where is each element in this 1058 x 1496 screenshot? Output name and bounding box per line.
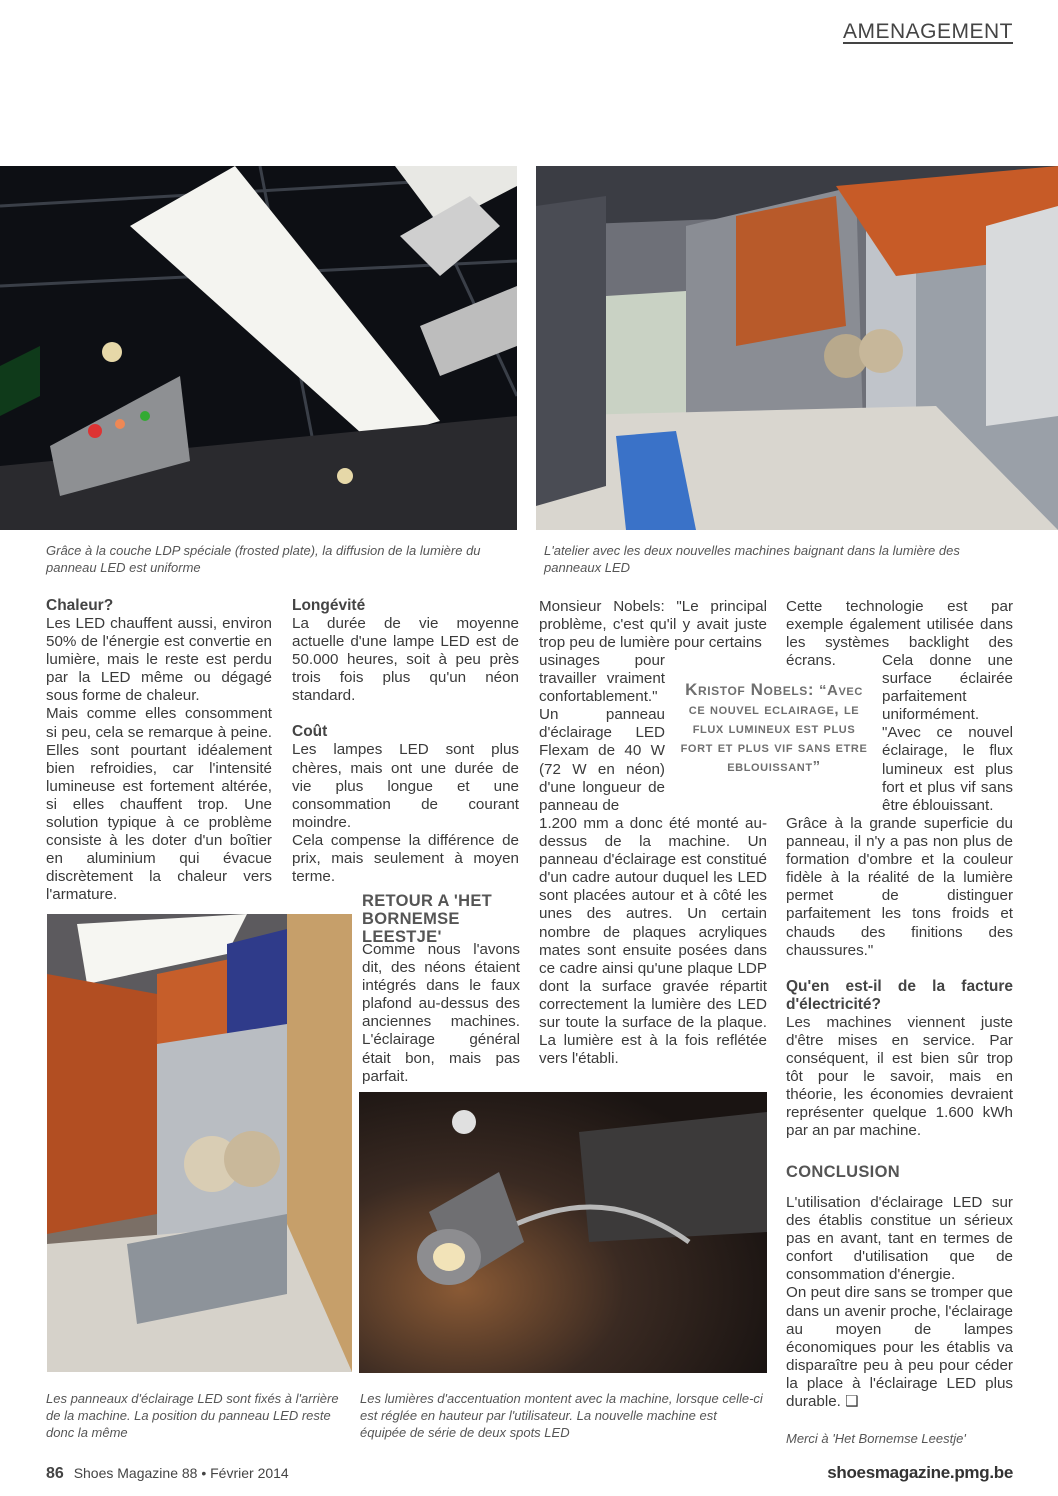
paragraph: Les LED chauffent aussi, environ 50% de l'énergie est convertie en lumière, mais le reste est perdu par la LED même ou dégagé sous forme de chaleur. xyxy=(46,615,272,705)
paragraph: 1.200 mm a donc été monté au-dessus de la machine. Un panneau d'éclairage est constitué d'un cadre autour duquel les LED sont placées autour et à côté les unes des autres. Un certain nombre de plaques acryliques mates sont ensuite posées dans ce cadre ainsi qu'une plaque LDP dont la surface gravée répartit correctement la lumière des LED sur toute la surface de la plaque. La lumière est à la fois reflétée vers l'établi. xyxy=(539,815,767,1068)
paragraph: "Avec ce nouvel éclairage, le flux lumineux est plus fort et plus vif sans être éblouissant. xyxy=(882,724,1013,814)
paragraph: L'utilisation d'éclairage LED sur des établis constitue un sérieux pas en avant, tant en termes de confort d'utilisation que de consommation d'énergie. xyxy=(786,1194,1013,1284)
text-column-4c xyxy=(786,815,1013,1140)
text-column-3c xyxy=(539,815,767,1068)
paragraph: La durée de vie moyenne actuelle d'une lampe LED est de 50.000 heures, soit à peu près trois fois plus qu'un néon standard. xyxy=(292,615,519,705)
section-title: AMENAGEMENT xyxy=(842,20,1013,43)
paragraph: usinages pour travailler vraiment confortablement." xyxy=(539,652,665,706)
photo-caption: Grâce à la couche LDP spéciale (frosted plate), la diffusion de la lumière du panneau LED est uniforme xyxy=(46,543,481,575)
quote-author: Kristof Nobels: xyxy=(685,680,815,699)
paragraph: Grâce à la grande superficie du panneau, il n'y a pas non plus de formation d'ombre et la couleur fidèle à la réalité de la lumière permet de distinguer parfaitement les tons froids et chauds des finitions des chaussures." xyxy=(786,815,1013,959)
text-column-4b xyxy=(882,652,1013,815)
paragraph: Un panneau d'éclairage LED Flexam de 40 W (72 W en néon) d'une longueur de panneau de xyxy=(539,706,665,814)
paragraph: Monsieur Nobels: "Le principal problème, c'est qu'il y avait juste trop peu de lumière pour certains xyxy=(539,598,767,652)
paragraph: Les lampes LED sont plus chères, mais ont une durée de vie plus longue et une consommation de courant moindre. xyxy=(292,741,519,831)
section-heading: RETOUR A 'HET BORNEMSE LEESTJE' xyxy=(362,892,493,946)
paragraph: Cela compense la différence de prix, mais seulement à moyen terme. xyxy=(292,831,519,886)
section-heading: CONCLUSION xyxy=(786,1163,900,1181)
page-number: 86 xyxy=(46,1465,64,1482)
photo-caption: Les lumières d'accentuation montent avec la machine, lorsque celle-ci est réglée en hauteur par l'utilisateur. La nouvelle machine est équipée de série de deux spots LED xyxy=(360,1391,763,1440)
paragraph: Les machines viennent juste d'être mises en service. Par conséquent, il est bien sûr trop tôt pour le savoir, mais en théorie, les économies devraient représenter quelque 1.600 kWh par an par machine. xyxy=(786,1013,1013,1140)
text-column-3b xyxy=(539,652,665,815)
text-column-4d xyxy=(786,1194,1013,1411)
end-mark-icon: ❑ xyxy=(845,1393,859,1411)
text-column-2b xyxy=(362,941,520,1086)
paragraph: Mais comme elles consomment si peu, cela se remarque à peine. Elles sont pourtant idéalement bien refroidies, car l'intensité lumineuse est fortement altérée, si elles chauffent trop. Une solution typique à ce problème consiste à les doter d'un boîtier en aluminium qui évacue discrètement la chaleur vers l'armature. xyxy=(46,705,272,904)
website-link[interactable]: shoesmagazine.pmg.be xyxy=(827,1463,1013,1482)
section-heading: Chaleur? xyxy=(46,597,114,614)
photo-caption: L'atelier avec les deux nouvelles machines baignant dans la lumière des panneaux LED xyxy=(544,543,960,575)
text-column-2 xyxy=(292,597,519,886)
paragraph: Cela donne une surface éclairée parfaitement uniformément. xyxy=(882,652,1013,724)
paragraph xyxy=(786,1284,1013,1411)
paragraph: Comme nous l'avons dit, des néons étaient intégrés dans le faux plafond au-dessus des anciennes machines. L'éclairage général était bon, mais pas parfait. xyxy=(362,941,520,1085)
text-column-1 xyxy=(46,597,272,905)
workshop-aisle-photo xyxy=(536,166,1058,530)
paragraph: Cette technologie est par exemple également utilisée dans les systèmes backlight des écrans. xyxy=(786,598,1013,670)
section-heading: Longévité xyxy=(292,597,366,614)
thanks-note: Merci à 'Het Bornemse Leestje' xyxy=(786,1431,966,1446)
quote-text: “Avec ce nouvel eclairage, le flux lumineux est plus fort et plus vif sans etre eblouissant” xyxy=(680,682,868,775)
photo-caption: Les panneaux d'éclairage LED sont fixés à l'arrière de la machine. La position du panneau LED reste donc la même xyxy=(46,1391,339,1440)
machine-with-led-panel-photo xyxy=(47,914,352,1372)
pull-quote xyxy=(680,680,868,776)
section-heading: Qu'en est-il de la facture d'électricité? xyxy=(786,977,1013,1013)
led-spotlight-photo xyxy=(359,1092,767,1373)
section-heading: Coût xyxy=(292,723,328,741)
led-ceiling-panel-photo xyxy=(0,166,517,530)
footer-left xyxy=(46,1465,289,1483)
text-column-3a xyxy=(539,598,767,652)
paragraph-text: On peut dire sans se tromper que dans un avenir proche, l'éclairage au moyen de lampes économiques pour les établis va disparaître peu à peu pour céder la place à l'éclairage LED plus durable. xyxy=(786,1284,1013,1411)
issue-info: Shoes Magazine 88 • Février 2014 xyxy=(73,1465,289,1481)
